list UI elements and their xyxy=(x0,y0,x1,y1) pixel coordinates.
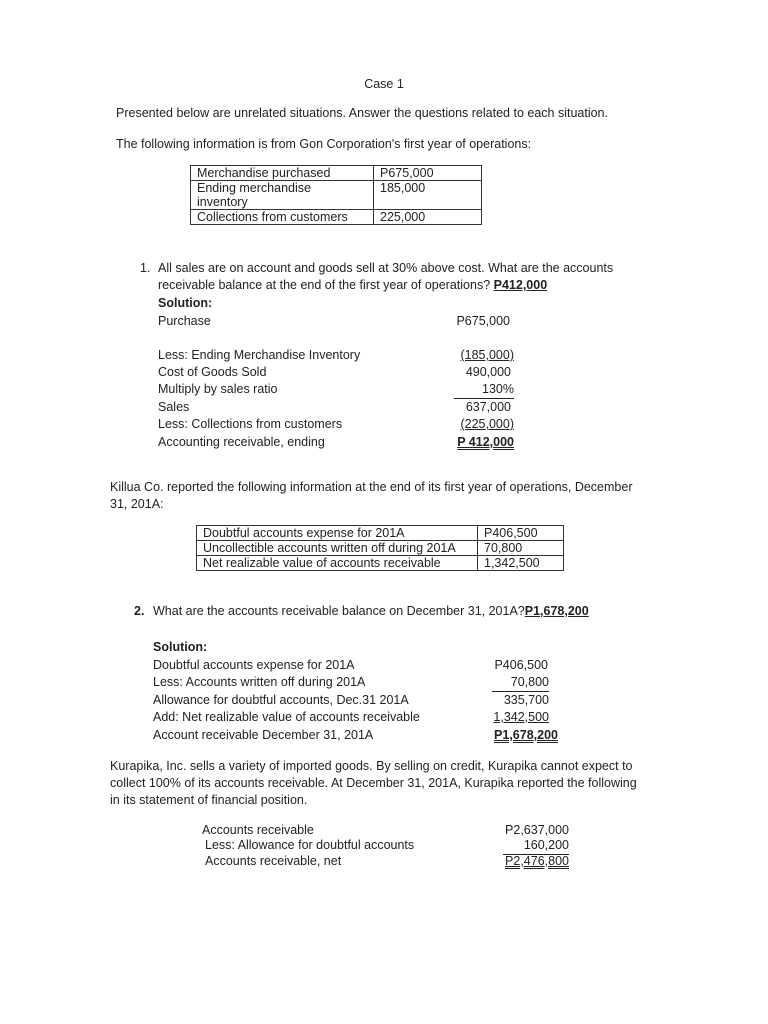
q2-row-value: P406,500 xyxy=(494,658,548,672)
gon-intro: The following information is from Gon Corporation's first year of operations: xyxy=(116,137,532,151)
table-cell-label: Uncollectible accounts written off during 201A xyxy=(197,541,478,556)
table-row xyxy=(191,210,482,225)
q1-row-label: Less: Ending Merchandise Inventory xyxy=(158,348,361,362)
table-cell-value: 1,342,500 xyxy=(478,556,564,571)
table-cell-label: Merchandise purchased xyxy=(191,166,374,181)
q2-number: 2. xyxy=(134,604,145,618)
q2-row-value: 335,700 xyxy=(503,693,549,707)
q2-row-value: 70,800 xyxy=(492,674,549,692)
kurapika-row-label: Accounts receivable, net xyxy=(205,854,342,868)
q1-row-label: Cost of Goods Sold xyxy=(158,365,267,379)
q1-question-line1: All sales are on account and goods sell at 30% above cost. What are the accounts xyxy=(158,261,614,275)
q2-answer: P1,678,200 xyxy=(524,604,589,618)
q1-row-value: (225,000) xyxy=(460,417,514,431)
table-cell-value: 225,000 xyxy=(374,210,482,225)
q2-question xyxy=(153,603,589,619)
q1-row-value: (185,000) xyxy=(460,348,514,362)
q1-question-line2 xyxy=(158,277,547,293)
q2-question-text: What are the accounts receivable balance on December 31, 201A? xyxy=(153,604,525,618)
table-cell-value: 70,800 xyxy=(478,541,564,556)
gon-table xyxy=(190,165,482,225)
q2-row-value: P1,678,200 xyxy=(494,728,558,742)
page-title: Case 1 xyxy=(364,77,404,91)
table-cell-value: 185,000 xyxy=(374,181,482,210)
q2-solution-label: Solution: xyxy=(153,640,208,654)
q1-row-label: Purchase xyxy=(158,314,211,328)
table-row xyxy=(191,181,482,210)
kurapika-row-label: Accounts receivable xyxy=(202,823,314,837)
table-cell-label: Doubtful accounts expense for 201A xyxy=(197,526,478,541)
intro-text: Presented below are unrelated situations. Answer the questions related to each situation. xyxy=(116,106,608,120)
killua-intro-line2: 31, 201A: xyxy=(110,497,164,511)
kurapika-row-value: P2,476,800 xyxy=(505,854,569,868)
table-row xyxy=(197,556,564,571)
kurapika-row-value: P2,637,000 xyxy=(505,823,569,837)
kurapika-line3: in its statement of financial position. xyxy=(110,793,308,807)
kurapika-line2: collect 100% of its accounts receivable. At December 31, 201A, Kurapika reported the following xyxy=(110,776,637,790)
table-cell-label-line: inventory xyxy=(197,195,248,209)
kurapika-row-label: Less: Allowance for doubtful accounts xyxy=(205,838,415,852)
q2-row-label: Allowance for doubtful accounts, Dec.31 201A xyxy=(153,693,409,707)
q2-row-value: 1,342,500 xyxy=(493,710,549,724)
q1-question-text: receivable balance at the end of the first year of operations? xyxy=(158,278,491,292)
q1-row-label: Multiply by sales ratio xyxy=(158,382,278,396)
q1-solution-label: Solution: xyxy=(158,296,213,310)
q1-row-value: 637,000 xyxy=(465,400,511,414)
table-cell-value: P675,000 xyxy=(374,166,482,181)
q1-number: 1. xyxy=(140,261,151,275)
q2-row-label: Account receivable December 31, 201A xyxy=(153,728,374,742)
q1-row-label: Accounting receivable, ending xyxy=(158,435,325,449)
table-cell-label: Net realizable value of accounts receivable xyxy=(197,556,478,571)
table-cell-label-line: Ending merchandise xyxy=(197,181,311,195)
q1-row-value: 490,000 xyxy=(465,365,511,379)
table-cell-value: P406,500 xyxy=(478,526,564,541)
table-cell-label xyxy=(191,181,374,210)
q2-row-label: Add: Net realizable value of accounts receivable xyxy=(153,710,420,724)
q1-row-value: 130% xyxy=(454,381,514,399)
table-cell-label: Collections from customers xyxy=(191,210,374,225)
q1-row-value: P 412,000 xyxy=(457,435,514,449)
q1-answer: P412,000 xyxy=(493,278,548,292)
table-row xyxy=(197,526,564,541)
kurapika-row-value: 160,200 xyxy=(503,837,569,855)
q1-row-value: P675,000 xyxy=(456,314,510,328)
table-row xyxy=(191,166,482,181)
q1-row-label: Sales xyxy=(158,400,190,414)
q2-row-label: Doubtful accounts expense for 201A xyxy=(153,658,355,672)
killua-intro-line1: Killua Co. reported the following information at the end of its first year of operations, December xyxy=(110,480,633,494)
table-row xyxy=(197,541,564,556)
q1-row-label: Less: Collections from customers xyxy=(158,417,343,431)
killua-table xyxy=(196,525,564,571)
q2-row-label: Less: Accounts written off during 201A xyxy=(153,675,366,689)
kurapika-line1: Kurapika, Inc. sells a variety of imported goods. By selling on credit, Kurapika cannot expect to xyxy=(110,759,633,773)
